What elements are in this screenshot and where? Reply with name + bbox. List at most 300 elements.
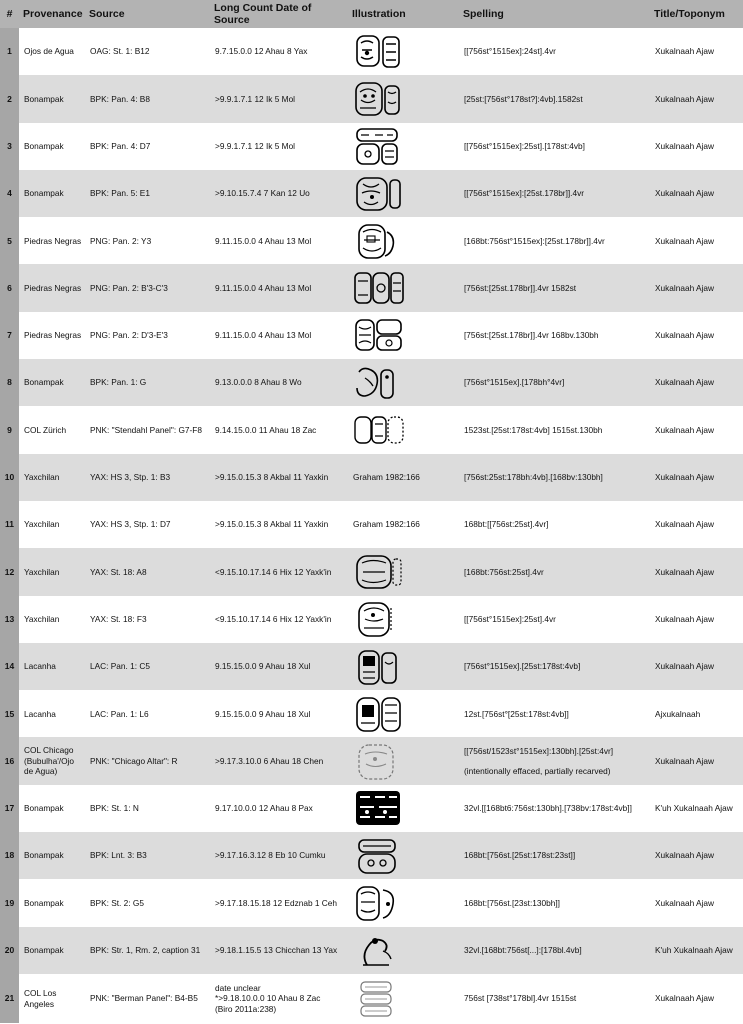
illustration-cell — [348, 927, 459, 974]
source-cell — [85, 737, 210, 784]
title-text: Xukalnaah Ajaw — [655, 661, 715, 672]
long-count-cell — [210, 170, 348, 217]
title-text: Xukalnaah Ajaw — [655, 755, 715, 766]
spelling-cell — [459, 406, 650, 453]
table-row — [0, 548, 743, 595]
long-count-cell — [210, 690, 348, 737]
source-cell — [85, 406, 210, 453]
long-count-line: *>9.18.10.0.0 10 Ahau 8 Zac — [215, 993, 321, 1004]
illustration-cell — [348, 28, 459, 75]
long-count-text: 9.14.15.0.0 11 Ahau 18 Zac — [215, 424, 317, 435]
provenance-cell — [19, 832, 85, 879]
provenance-text: Yaxchilan — [24, 519, 60, 530]
source-text: PNG: Pan. 2: B'3-C'3 — [90, 282, 168, 293]
long-count-cell — [210, 75, 348, 122]
provenance-cell — [19, 974, 85, 1023]
table-row — [0, 879, 743, 926]
long-count-text: 9.15.15.0.0 9 Ahau 18 Xul — [215, 661, 311, 672]
spelling-cell — [459, 596, 650, 643]
row-number — [0, 312, 19, 359]
provenance-cell — [19, 312, 85, 359]
spelling-cell — [459, 28, 650, 75]
spelling-text: 756st [738st°178bl].4vr 1515st — [464, 993, 577, 1004]
title-cell — [650, 75, 743, 122]
spelling-cell — [459, 737, 650, 784]
long-count-cell — [210, 785, 348, 832]
source-cell — [85, 359, 210, 406]
long-count-text: 9.13.0.0.0 8 Ahau 8 Wo — [215, 377, 302, 388]
row-number-text: 14 — [4, 661, 15, 672]
source-text: YAX: St. 18: A8 — [90, 566, 147, 577]
glyph-illustration-icon — [353, 741, 405, 781]
source-text: BPK: Pan. 4: D7 — [90, 140, 151, 151]
glyph-illustration-icon — [353, 315, 405, 355]
table-row — [0, 927, 743, 974]
header-illustration: Illustration — [352, 8, 406, 20]
header-row — [0, 0, 743, 28]
row-number-text: 4 — [7, 188, 12, 199]
illustration-cell — [348, 123, 459, 170]
row-number — [0, 879, 19, 926]
provenance-text: Yaxchilan — [24, 566, 60, 577]
title-cell — [650, 737, 743, 784]
glyph-illustration-icon — [353, 79, 405, 119]
illustration-cell — [348, 785, 459, 832]
spelling-cell — [459, 359, 650, 406]
title-text: Xukalnaah Ajaw — [655, 897, 715, 908]
title-text: K'uh Xukalnaah Ajaw — [655, 803, 733, 814]
spelling-text: 168bt:[756st.[25st:178st:23st]] — [464, 850, 576, 861]
source-cell — [85, 217, 210, 264]
title-cell — [650, 454, 743, 501]
title-text: Xukalnaah Ajaw — [655, 282, 715, 293]
spelling-cell — [459, 974, 650, 1023]
table-row — [0, 264, 743, 311]
table-row — [0, 406, 743, 453]
table-row — [0, 75, 743, 122]
source-cell — [85, 312, 210, 359]
source-cell — [85, 170, 210, 217]
header-spelling: Spelling — [463, 8, 504, 20]
spelling-cell — [459, 785, 650, 832]
glyph-illustration-icon — [353, 883, 405, 923]
title-text: Xukalnaah Ajaw — [655, 140, 715, 151]
title-cell — [650, 217, 743, 264]
provenance-text: Bonampak — [24, 377, 64, 388]
provenance-cell — [19, 643, 85, 690]
glyph-illustration-icon — [353, 552, 405, 592]
table-row — [0, 359, 743, 406]
provenance-text: Bonampak — [24, 188, 64, 199]
source-text: BPK: Pan. 4: B8 — [90, 93, 150, 104]
row-number-text: 2 — [7, 93, 12, 104]
row-number-text: 8 — [7, 377, 12, 388]
long-count-text: >9.9.1.7.1 12 Ik 5 Mol — [215, 140, 296, 151]
row-number — [0, 927, 19, 974]
source-cell — [85, 501, 210, 548]
title-text: Xukalnaah Ajaw — [655, 330, 715, 341]
glyph-illustration-icon — [353, 647, 405, 687]
source-cell — [85, 123, 210, 170]
title-cell — [650, 596, 743, 643]
table-row — [0, 28, 743, 75]
provenance-text: COL Los Angeles — [24, 988, 57, 1009]
source-text: LAC: Pan. 1: L6 — [90, 708, 149, 719]
table-row — [0, 737, 743, 784]
row-number — [0, 28, 19, 75]
title-text: Xukalnaah Ajaw — [655, 519, 715, 530]
provenance-cell — [19, 927, 85, 974]
provenance-cell — [19, 170, 85, 217]
row-number — [0, 264, 19, 311]
provenance-text: Ojos de Agua — [24, 46, 74, 57]
spelling-cell — [459, 123, 650, 170]
spelling-cell — [459, 548, 650, 595]
long-count-text: >9.17.3.10.0 6 Ahau 18 Chen — [215, 755, 324, 766]
title-text: Xukalnaah Ajaw — [655, 993, 715, 1004]
provenance-cell — [19, 217, 85, 264]
illustration-cell — [348, 596, 459, 643]
row-number-text: 13 — [4, 613, 15, 624]
provenance-text: COL Zürich — [24, 424, 67, 435]
long-count-cell — [210, 879, 348, 926]
title-cell — [650, 312, 743, 359]
glyph-illustration-icon — [353, 410, 405, 450]
illustration-cell — [348, 643, 459, 690]
long-count-text: 9.7.15.0.0 12 Ahau 8 Yax — [215, 46, 308, 57]
long-count-cell — [210, 28, 348, 75]
title-cell — [650, 785, 743, 832]
source-cell — [85, 643, 210, 690]
row-number-text: 21 — [4, 993, 15, 1004]
glyph-illustration-icon — [353, 221, 405, 261]
provenance-cell — [19, 359, 85, 406]
provenance-cell — [19, 123, 85, 170]
row-number — [0, 690, 19, 737]
provenance-text: Bonampak — [24, 850, 64, 861]
illustration-cell — [348, 75, 459, 122]
illustration-cell — [348, 974, 459, 1023]
source-text: PNK: "Berman Panel": B4-B5 — [90, 993, 198, 1004]
source-text: BPK: Pan. 5: E1 — [90, 188, 150, 199]
row-number — [0, 974, 19, 1023]
row-number-text: 20 — [4, 945, 15, 956]
row-number — [0, 359, 19, 406]
row-number — [0, 643, 19, 690]
glyph-illustration-icon — [353, 930, 405, 970]
spelling-text: [756st:[25st.178br]].4vr 168bv.130bh — [464, 330, 599, 341]
provenance-cell — [19, 737, 85, 784]
long-count-cell — [210, 312, 348, 359]
header-source: Source — [89, 8, 125, 20]
source-cell — [85, 28, 210, 75]
long-count-text: 9.17.10.0.0 12 Ahau 8 Pax — [215, 803, 313, 814]
glyph-illustration-icon — [353, 363, 405, 403]
glyph-illustration-icon — [353, 174, 405, 214]
title-cell — [650, 406, 743, 453]
table-body — [0, 28, 743, 1023]
title-text: Ajxukalnaah — [655, 708, 701, 719]
table-row — [0, 785, 743, 832]
spelling-text: 1523st.[25st:178st:4vb] 1515st.130bh — [464, 424, 603, 435]
provenance-cell — [19, 548, 85, 595]
spelling-cell — [459, 454, 650, 501]
provenance-text: Yaxchilan — [24, 613, 60, 624]
spelling-text: [25st:[756st°178st?]:4vb].1582st — [464, 93, 583, 104]
long-count-cell — [210, 123, 348, 170]
spelling-cell — [459, 217, 650, 264]
row-number-text: 15 — [4, 708, 15, 719]
spelling-cell — [459, 879, 650, 926]
glyph-illustration-icon — [353, 694, 405, 734]
provenance-text: COL Chicago (Bubulha'/Ojo de Agua) — [24, 745, 75, 777]
spelling-cell — [459, 927, 650, 974]
long-count-text: >9.15.0.15.3 8 Akbal 11 Yaxkin — [215, 472, 329, 483]
table-row — [0, 596, 743, 643]
glyph-illustration-icon — [353, 788, 405, 828]
long-count-cell — [210, 596, 348, 643]
row-number — [0, 170, 19, 217]
long-count-cell — [210, 217, 348, 264]
source-cell — [85, 548, 210, 595]
table-row — [0, 123, 743, 170]
long-count-cell — [210, 927, 348, 974]
row-number-text: 16 — [4, 755, 15, 766]
source-cell — [85, 454, 210, 501]
source-cell — [85, 264, 210, 311]
source-cell — [85, 927, 210, 974]
row-number — [0, 501, 19, 548]
title-cell — [650, 832, 743, 879]
row-number — [0, 785, 19, 832]
long-count-cell — [210, 548, 348, 595]
illustration-cell — [348, 359, 459, 406]
provenance-cell — [19, 75, 85, 122]
spelling-text: [[756st°1515ex]:[25st.178br]].4vr — [464, 188, 585, 199]
header-long-count: Long Count Date of Source — [214, 2, 312, 26]
source-text: LAC: Pan. 1: C5 — [90, 661, 150, 672]
title-cell — [650, 879, 743, 926]
long-count-text: 9.11.15.0.0 4 Ahau 13 Mol — [215, 235, 312, 246]
spelling-cell — [459, 312, 650, 359]
row-number-text: 17 — [4, 803, 15, 814]
glyph-illustration-icon — [353, 836, 405, 876]
long-count-text: >9.17.18.15.18 12 Edznab 1 Ceh — [215, 897, 338, 908]
source-text: YAX: St. 18: F3 — [90, 613, 147, 624]
provenance-cell — [19, 264, 85, 311]
long-count-text: <9.15.10.17.14 6 Hix 12 Yaxk'in — [215, 566, 332, 577]
row-number-text: 18 — [4, 850, 15, 861]
glyph-illustration-icon — [353, 126, 405, 166]
provenance-cell — [19, 785, 85, 832]
header-provenance: Provenance — [23, 8, 83, 20]
title-cell — [650, 501, 743, 548]
spelling-text: 168bt:[[756st:25st].4vr] — [464, 519, 549, 530]
source-text: BPK: St. 1: N — [90, 803, 139, 814]
row-number-text: 1 — [7, 46, 12, 57]
title-text: Xukalnaah Ajaw — [655, 424, 715, 435]
title-cell — [650, 123, 743, 170]
row-number-text: 9 — [7, 424, 12, 435]
table-row — [0, 454, 743, 501]
title-cell — [650, 264, 743, 311]
title-text: Xukalnaah Ajaw — [655, 472, 715, 483]
illustration-cell — [348, 264, 459, 311]
long-count-line: (Biro 2011a:238) — [215, 1003, 277, 1014]
row-number-text: 11 — [5, 519, 14, 530]
provenance-text: Yaxchilan — [24, 472, 60, 483]
glyph-illustration-icon — [353, 599, 405, 639]
source-text: PNG: Pan. 2: Y3 — [90, 235, 152, 246]
provenance-cell — [19, 28, 85, 75]
row-number — [0, 596, 19, 643]
header-num: # — [6, 8, 13, 20]
source-text: OAG: St. 1: B12 — [90, 46, 150, 57]
title-text: Xukalnaah Ajaw — [655, 46, 715, 57]
long-count-cell — [210, 264, 348, 311]
long-count-cell — [210, 832, 348, 879]
long-count-cell — [210, 454, 348, 501]
illustration-credit: Graham 1982:166 — [353, 519, 420, 530]
provenance-cell — [19, 879, 85, 926]
provenance-text: Piedras Negras — [24, 235, 82, 246]
title-cell — [650, 690, 743, 737]
long-count-text: >9.18.1.15.5 13 Chicchan 13 Yax — [215, 945, 338, 956]
spelling-text: [168bt:756st°1515ex]:[25st.178br]].4vr — [464, 235, 605, 246]
source-cell — [85, 596, 210, 643]
table-row — [0, 501, 743, 548]
row-number-text: 10 — [4, 472, 15, 483]
spelling-text: 12st.[756st°[25st:178st:4vb]] — [464, 708, 569, 719]
title-cell — [650, 974, 743, 1023]
long-count-cell — [210, 643, 348, 690]
source-cell — [85, 75, 210, 122]
spelling-cell — [459, 501, 650, 548]
spelling-cell — [459, 832, 650, 879]
source-text: PNK: "Chicago Altar": R — [90, 755, 178, 766]
provenance-cell — [19, 501, 85, 548]
row-number — [0, 454, 19, 501]
source-text: PNG: Pan. 2: D'3-E'3 — [90, 330, 168, 341]
spelling-cell — [459, 690, 650, 737]
provenance-text: Piedras Negras — [24, 282, 82, 293]
row-number-text: 7 — [7, 330, 12, 341]
title-cell — [650, 548, 743, 595]
row-number-text: 19 — [4, 897, 15, 908]
spelling-text: [[756st°1515ex]:24st].4vr — [464, 46, 556, 57]
row-number — [0, 737, 19, 784]
illustration-cell — [348, 406, 459, 453]
provenance-text: Bonampak — [24, 140, 64, 151]
spelling-text: [756st°1515ex].[25st:178st:4vb] — [464, 661, 581, 672]
illustration-cell — [348, 879, 459, 926]
long-count-text: 9.15.15.0.0 9 Ahau 18 Xul — [215, 708, 311, 719]
source-cell — [85, 974, 210, 1023]
title-text: Xukalnaah Ajaw — [655, 850, 715, 861]
title-cell — [650, 359, 743, 406]
spelling-text: [756st:[25st.178br]].4vr 1582st — [464, 282, 577, 293]
row-number-text: 5 — [7, 235, 12, 246]
illustration-cell — [348, 690, 459, 737]
spelling-text: [756st:25st:178bh:4vb].[168bv:130bh] — [464, 472, 603, 483]
long-count-text: 9.11.15.0.0 4 Ahau 13 Mol — [215, 282, 312, 293]
source-cell — [85, 785, 210, 832]
glyph-illustration-icon — [353, 32, 405, 72]
provenance-cell — [19, 596, 85, 643]
long-count-text: >9.10.15.7.4 7 Kan 12 Uo — [215, 188, 310, 199]
provenance-cell — [19, 454, 85, 501]
illustration-cell — [348, 548, 459, 595]
spelling-text: [[756st°1515ex]:25st].4vr — [464, 613, 556, 624]
table-row — [0, 643, 743, 690]
title-cell — [650, 28, 743, 75]
provenance-text: Bonampak — [24, 945, 64, 956]
row-number — [0, 832, 19, 879]
row-number — [0, 217, 19, 264]
long-count-text: >9.15.0.15.3 8 Akbal 11 Yaxkin — [215, 519, 329, 530]
row-number — [0, 75, 19, 122]
illustration-credit: Graham 1982:166 — [353, 472, 420, 483]
source-cell — [85, 832, 210, 879]
title-text: Xukalnaah Ajaw — [655, 377, 715, 388]
illustration-cell — [348, 312, 459, 359]
table-row — [0, 974, 743, 1023]
long-count-cell — [210, 501, 348, 548]
illustration-cell — [348, 737, 459, 784]
source-text: PNK: "Stendahl Panel": G7-F8 — [90, 424, 202, 435]
long-count-cell — [210, 737, 348, 784]
spelling-text: 32vl.[[168bt6:756st:130bh].[738bv:178st:4vb]] — [464, 803, 632, 814]
table-row — [0, 217, 743, 264]
provenance-text: Bonampak — [24, 897, 64, 908]
provenance-cell — [19, 406, 85, 453]
source-cell — [85, 690, 210, 737]
header-title: Title/Toponym — [654, 8, 725, 20]
source-text: BPK: Str. 1, Rm. 2, caption 31 — [90, 945, 201, 956]
title-cell — [650, 927, 743, 974]
spelling-cell — [459, 170, 650, 217]
provenance-text: Piedras Negras — [24, 330, 82, 341]
row-number-text: 12 — [4, 566, 15, 577]
spelling-cell — [459, 643, 650, 690]
long-count-text: 9.11.15.0.0 4 Ahau 13 Mol — [215, 330, 312, 341]
long-count-cell — [210, 406, 348, 453]
row-number-text: 3 — [7, 140, 12, 151]
long-count-line: date unclear — [215, 982, 261, 993]
long-count-text: >9.17.16.3.12 8 Eb 10 Cumku — [215, 850, 326, 861]
illustration-cell — [348, 170, 459, 217]
spelling-text: 168bt:[756st.[23st:130bh]] — [464, 897, 560, 908]
spelling-text: 32vl.[168bt:756st[...]:[178bl.4vb] — [464, 945, 582, 956]
long-count-text: <9.15.10.17.14 6 Hix 12 Yaxk'in — [215, 613, 332, 624]
title-cell — [650, 643, 743, 690]
table-row — [0, 832, 743, 879]
illustration-cell — [348, 217, 459, 264]
source-text: BPK: Pan. 1: G — [90, 377, 147, 388]
spelling-cell — [459, 75, 650, 122]
source-text: YAX: HS 3, Stp. 1: D7 — [90, 519, 171, 530]
illustration-cell — [348, 832, 459, 879]
spelling-text: [168bt:756st:25st].4vr — [464, 566, 544, 577]
table-row — [0, 312, 743, 359]
title-text: Xukalnaah Ajaw — [655, 613, 715, 624]
provenance-text: Lacanha — [24, 661, 56, 672]
glyph-illustration-icon — [353, 979, 405, 1019]
glyph-illustration-icon — [353, 268, 405, 308]
long-count-text: >9.9.1.7.1 12 Ik 5 Mol — [215, 93, 296, 104]
illustration-cell — [348, 501, 459, 548]
title-cell — [650, 170, 743, 217]
